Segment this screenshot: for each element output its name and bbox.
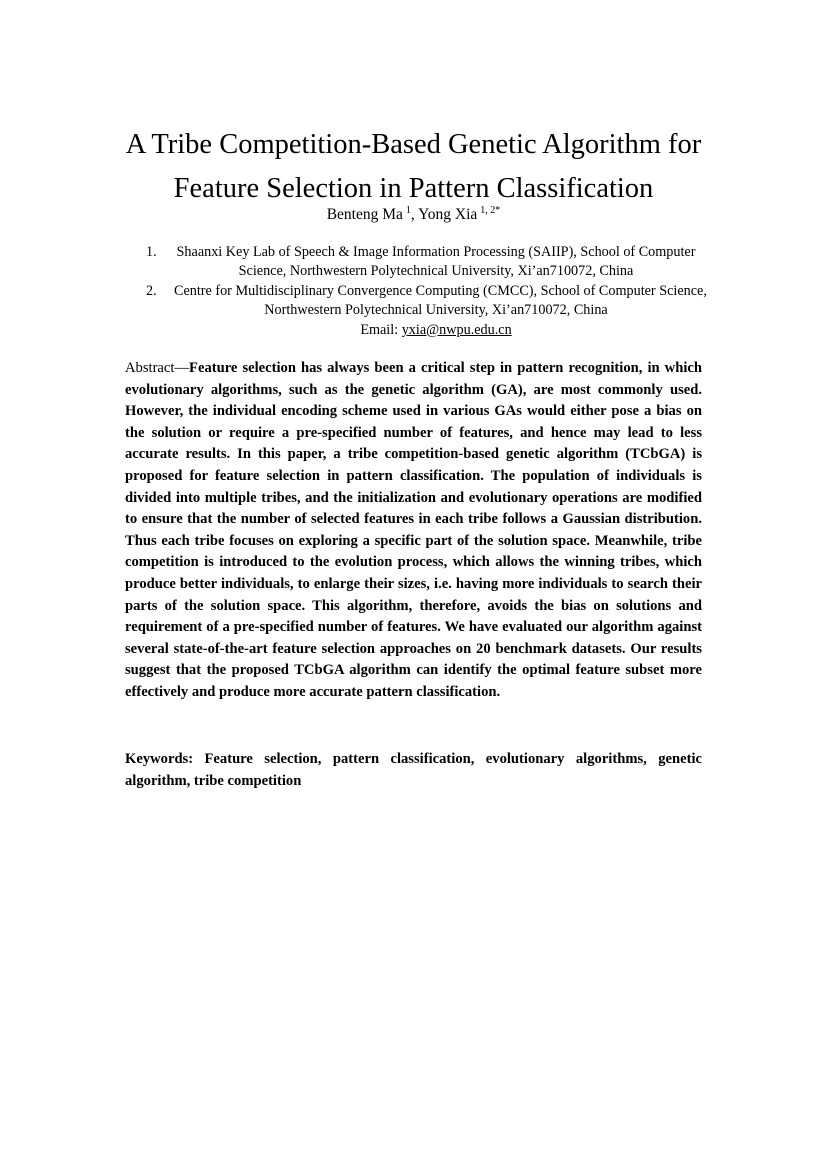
title-line-2: Feature Selection in Pattern Classification <box>173 173 654 205</box>
author-affil-marker: 1, 2* <box>480 205 501 216</box>
affiliation-text <box>174 243 698 282</box>
title-line-1: A Tribe Competition-Based Genetic Algorithm for <box>125 129 702 161</box>
affiliation-line: Shaanxi Key Lab of Speech & Image Information Processing (SAIIP), School of Computer <box>176 244 696 260</box>
author-separator: , <box>410 206 415 223</box>
affiliation-line: Centre for Multidisciplinary Convergence Computing (CMCC), School of Computer Science, <box>174 282 707 299</box>
affiliation-line: Northwestern Polytechnical University, Xi’an710072, China <box>264 302 608 319</box>
affiliation-number: 1. <box>146 244 157 260</box>
abstract-paragraph <box>125 358 702 704</box>
email-label: Email: <box>360 321 402 338</box>
keywords-paragraph: Keywords: Feature selection, pattern classification, evolutionary algorithms, genetic algorithm, tribe competition <box>125 751 702 789</box>
author-name: Yong Xia <box>418 206 478 223</box>
author-affil-marker: 1 <box>405 205 411 216</box>
author-list <box>60 204 767 228</box>
affiliation-item <box>138 282 707 321</box>
affiliation-line: Science, Northwestern Polytechnical University, Xi’an710072, China <box>238 263 634 280</box>
email-link[interactable]: yxia@nwpu.edu.cn <box>401 321 512 338</box>
affiliation-number: 2. <box>146 282 157 299</box>
affiliation-text <box>174 282 707 321</box>
abstract-text: Feature selection has always been a critical step in pattern recognition, in which evolutionary algorithms, such as the genetic algorithm (GA), are most commonly used. However, the individual encoding scheme used in various GAs would either pose a bias on the solution or require a pre-specified number of features, and hence may lead to less accurate results. In this paper, a tribe competition-based genetic algorithm (TCbGA) is proposed for feature selection in pattern classification. The population of individuals is divided into multiple tribes, and the initialization and evolutionary operations are modified to ensure that the number of selected features in each tribe follows a Gaussian distribution. Thus each tribe focuses on exploring a specific part of the solution space. Meanwhile, tribe competition is introduced to the evolution process, which allows the winning tribes, which produce better individuals, to enlarge their sizes, i.e. having more individuals to search their parts of the solution space. This algorithm, therefore, avoids the bias on solutions and requirement of a pre-specified number of features. We have evaluated our algorithm against several state-of-the-art feature selection approaches on 20 benchmark datasets. Our results suggest that the proposed TCbGA algorithm can identify the optimal feature subset more effectively and produce more accurate pattern classification. <box>125 360 702 700</box>
affiliation-item <box>138 243 698 282</box>
email-line <box>138 321 698 340</box>
paper-title <box>60 123 767 211</box>
abstract-label: Abstract— <box>125 360 190 376</box>
affiliation-list <box>138 243 707 340</box>
author-name: Benteng Ma <box>326 206 403 223</box>
